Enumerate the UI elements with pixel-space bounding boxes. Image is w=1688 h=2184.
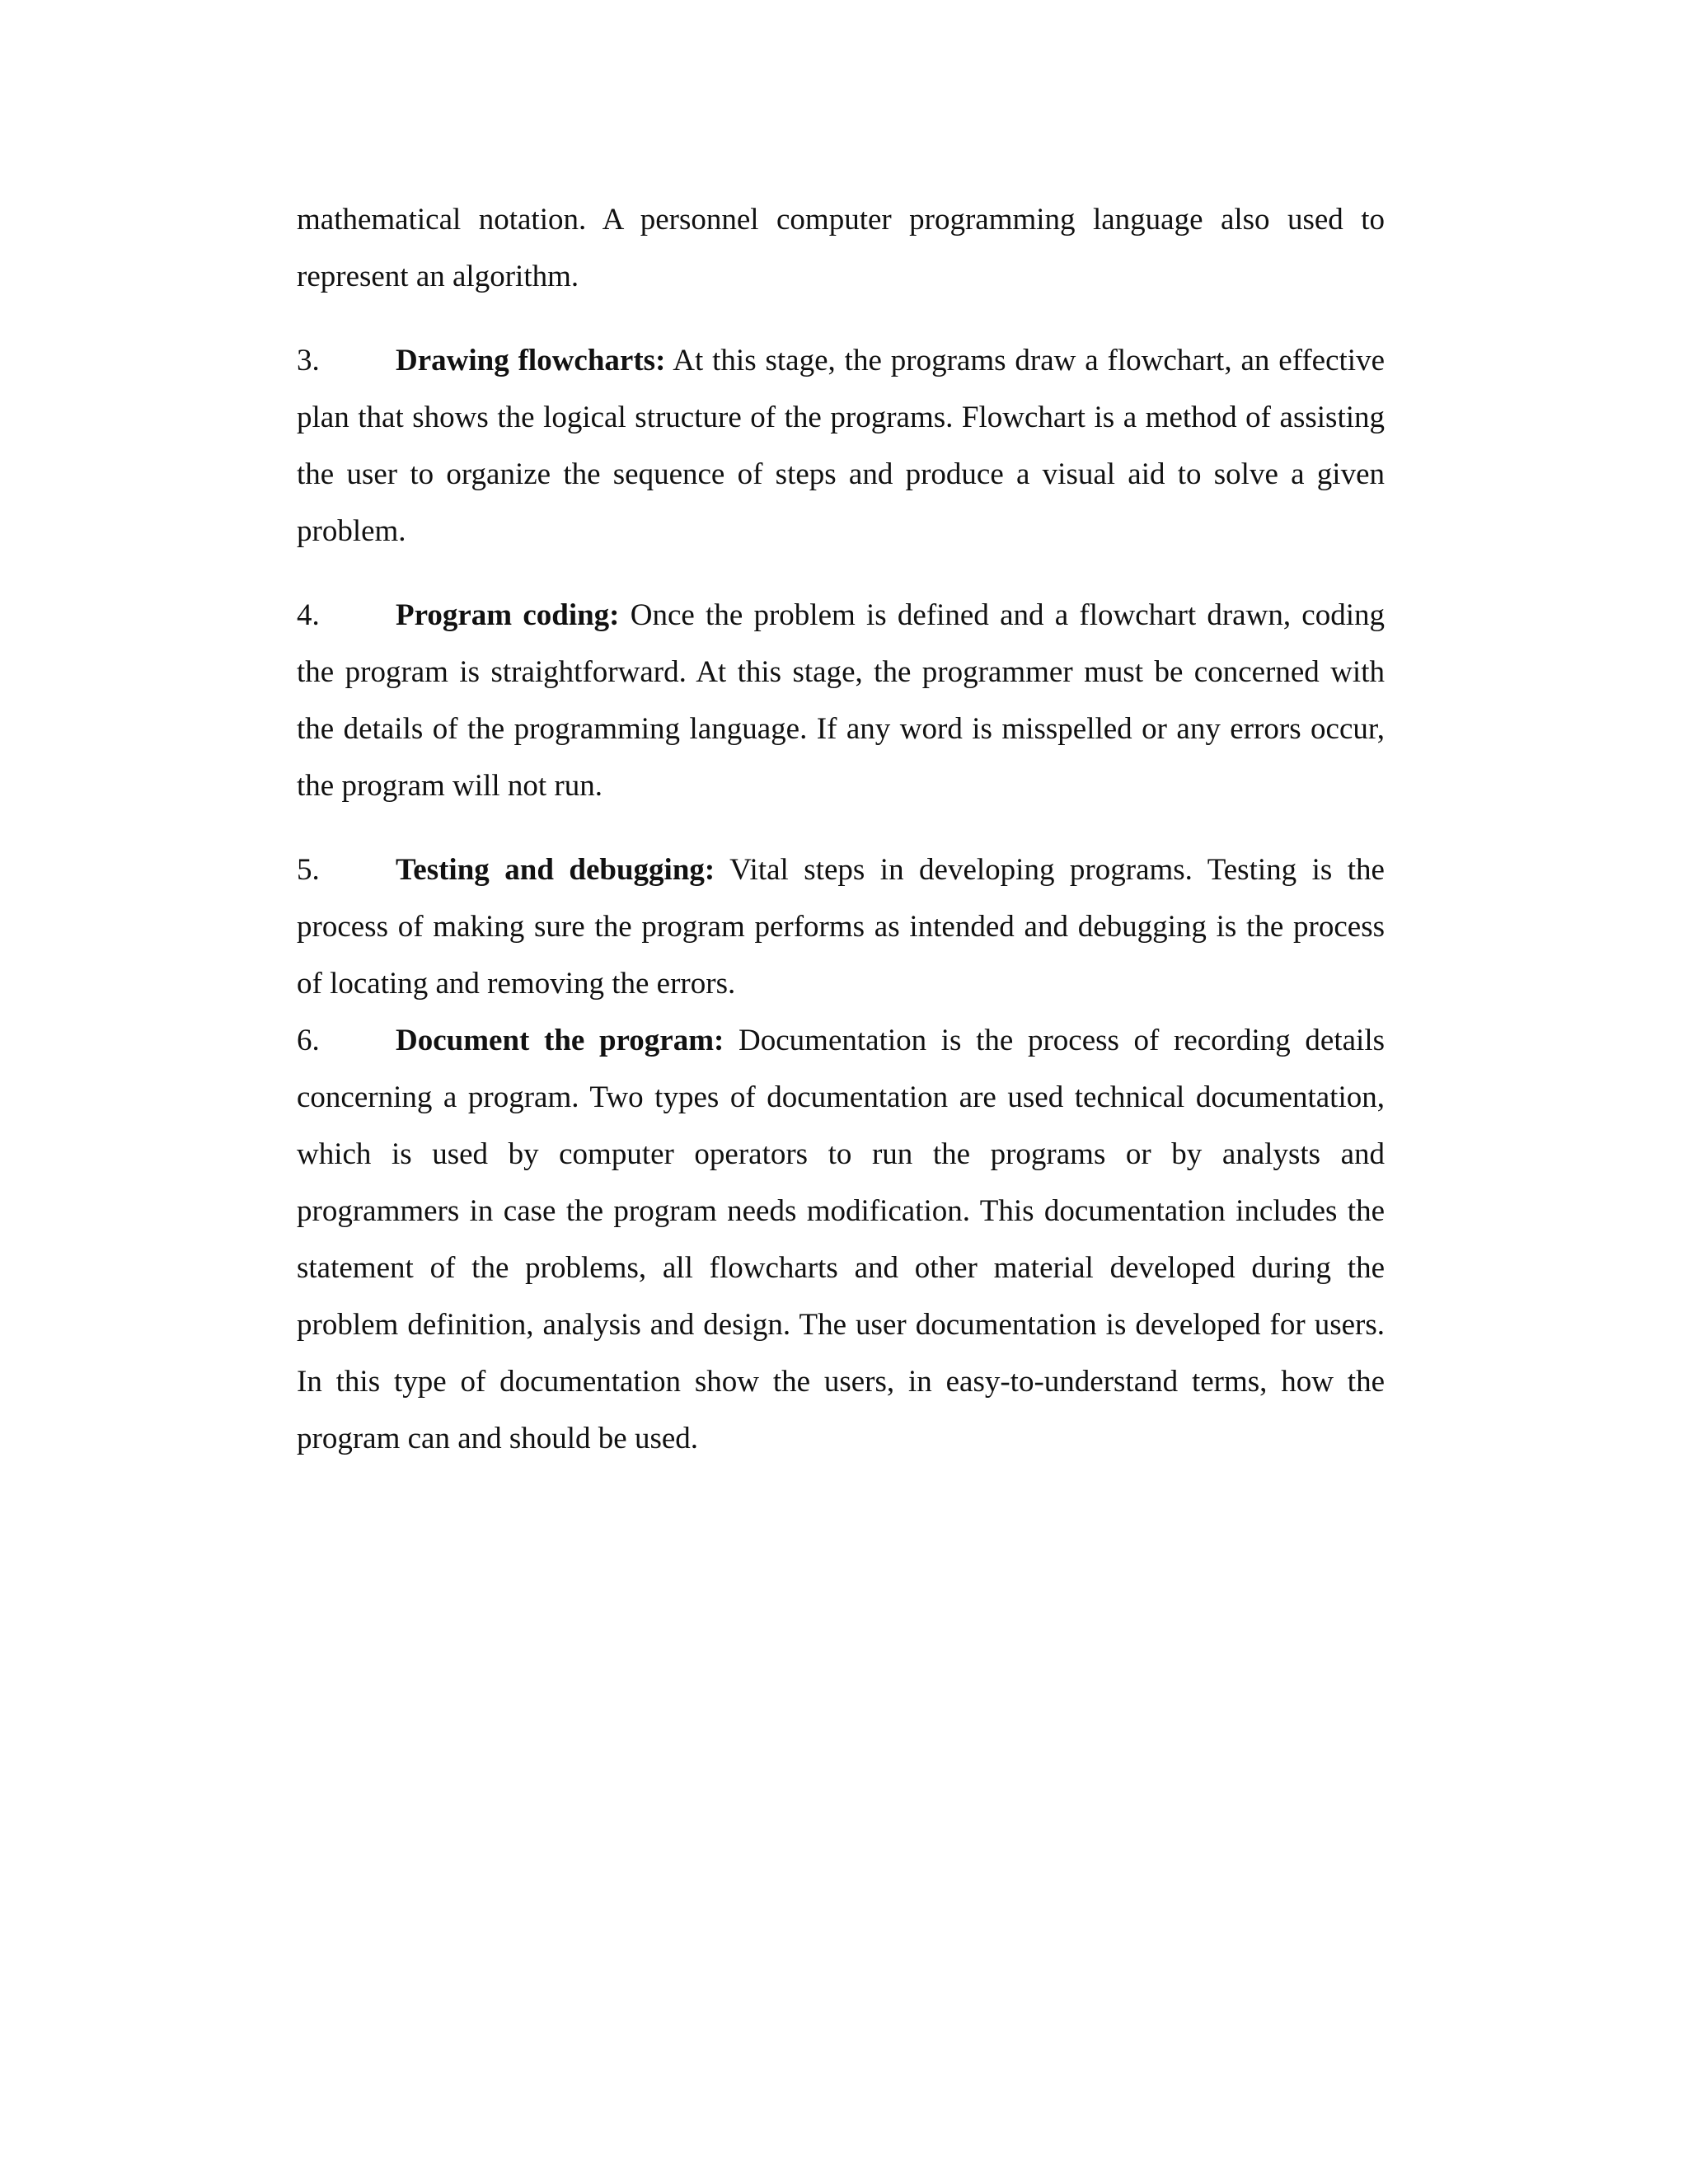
item-heading: Testing and debugging: — [396, 853, 715, 887]
item-number: 4. — [297, 598, 320, 632]
item-number: 6. — [297, 1024, 320, 1057]
list-item-program-coding — [297, 587, 1385, 814]
item-heading: Program coding: — [396, 598, 620, 632]
list-item-document-the-program — [297, 1012, 1385, 1467]
item-heading: Document the program: — [396, 1024, 724, 1057]
item-body: Once the problem is defined and a flowchart drawn, coding the program is straightforward. At this stage, the programmer must be concerned with the details of the programming language. If any word is misspelled or any errors occur, the program will not run. — [297, 598, 1386, 803]
list-item-drawing-flowcharts — [297, 332, 1385, 560]
item-body: Vital steps in developing programs. Testing is the process of making sure the program performs as intended and debugging is the process of locating and removing the errors. — [297, 853, 1385, 1001]
item-number: 5. — [297, 853, 320, 887]
intro-paragraph: mathematical notation. A personnel computer programming language also used to represent an algorithm. — [297, 203, 1385, 293]
list-item-testing-and-debugging — [297, 841, 1385, 1012]
item-number: 3. — [297, 344, 320, 377]
item-heading: Drawing flowcharts: — [396, 344, 666, 377]
item-body: At this stage, the programs draw a flowchart, an effective plan that shows the logical structure of the programs. Flowchart is a method of assisting the user to organize the sequence of steps and produce a visual aid to solve a given problem. — [297, 344, 1385, 548]
body-text — [297, 191, 1385, 1467]
item-body: Documentation is the process of recording details concerning a program. Two types of documentation are used technical documentation, which is used by computer operators to run the programs or by analysts and programmers in case the program needs modification. This documentation includes the statement of the problems, all flowcharts and other material developed during the problem definition, analysis and design. The user documentation is developed for users. In this type of documentation show the users, in easy-to-understand terms, how the program can and should be used. — [297, 1024, 1386, 1455]
